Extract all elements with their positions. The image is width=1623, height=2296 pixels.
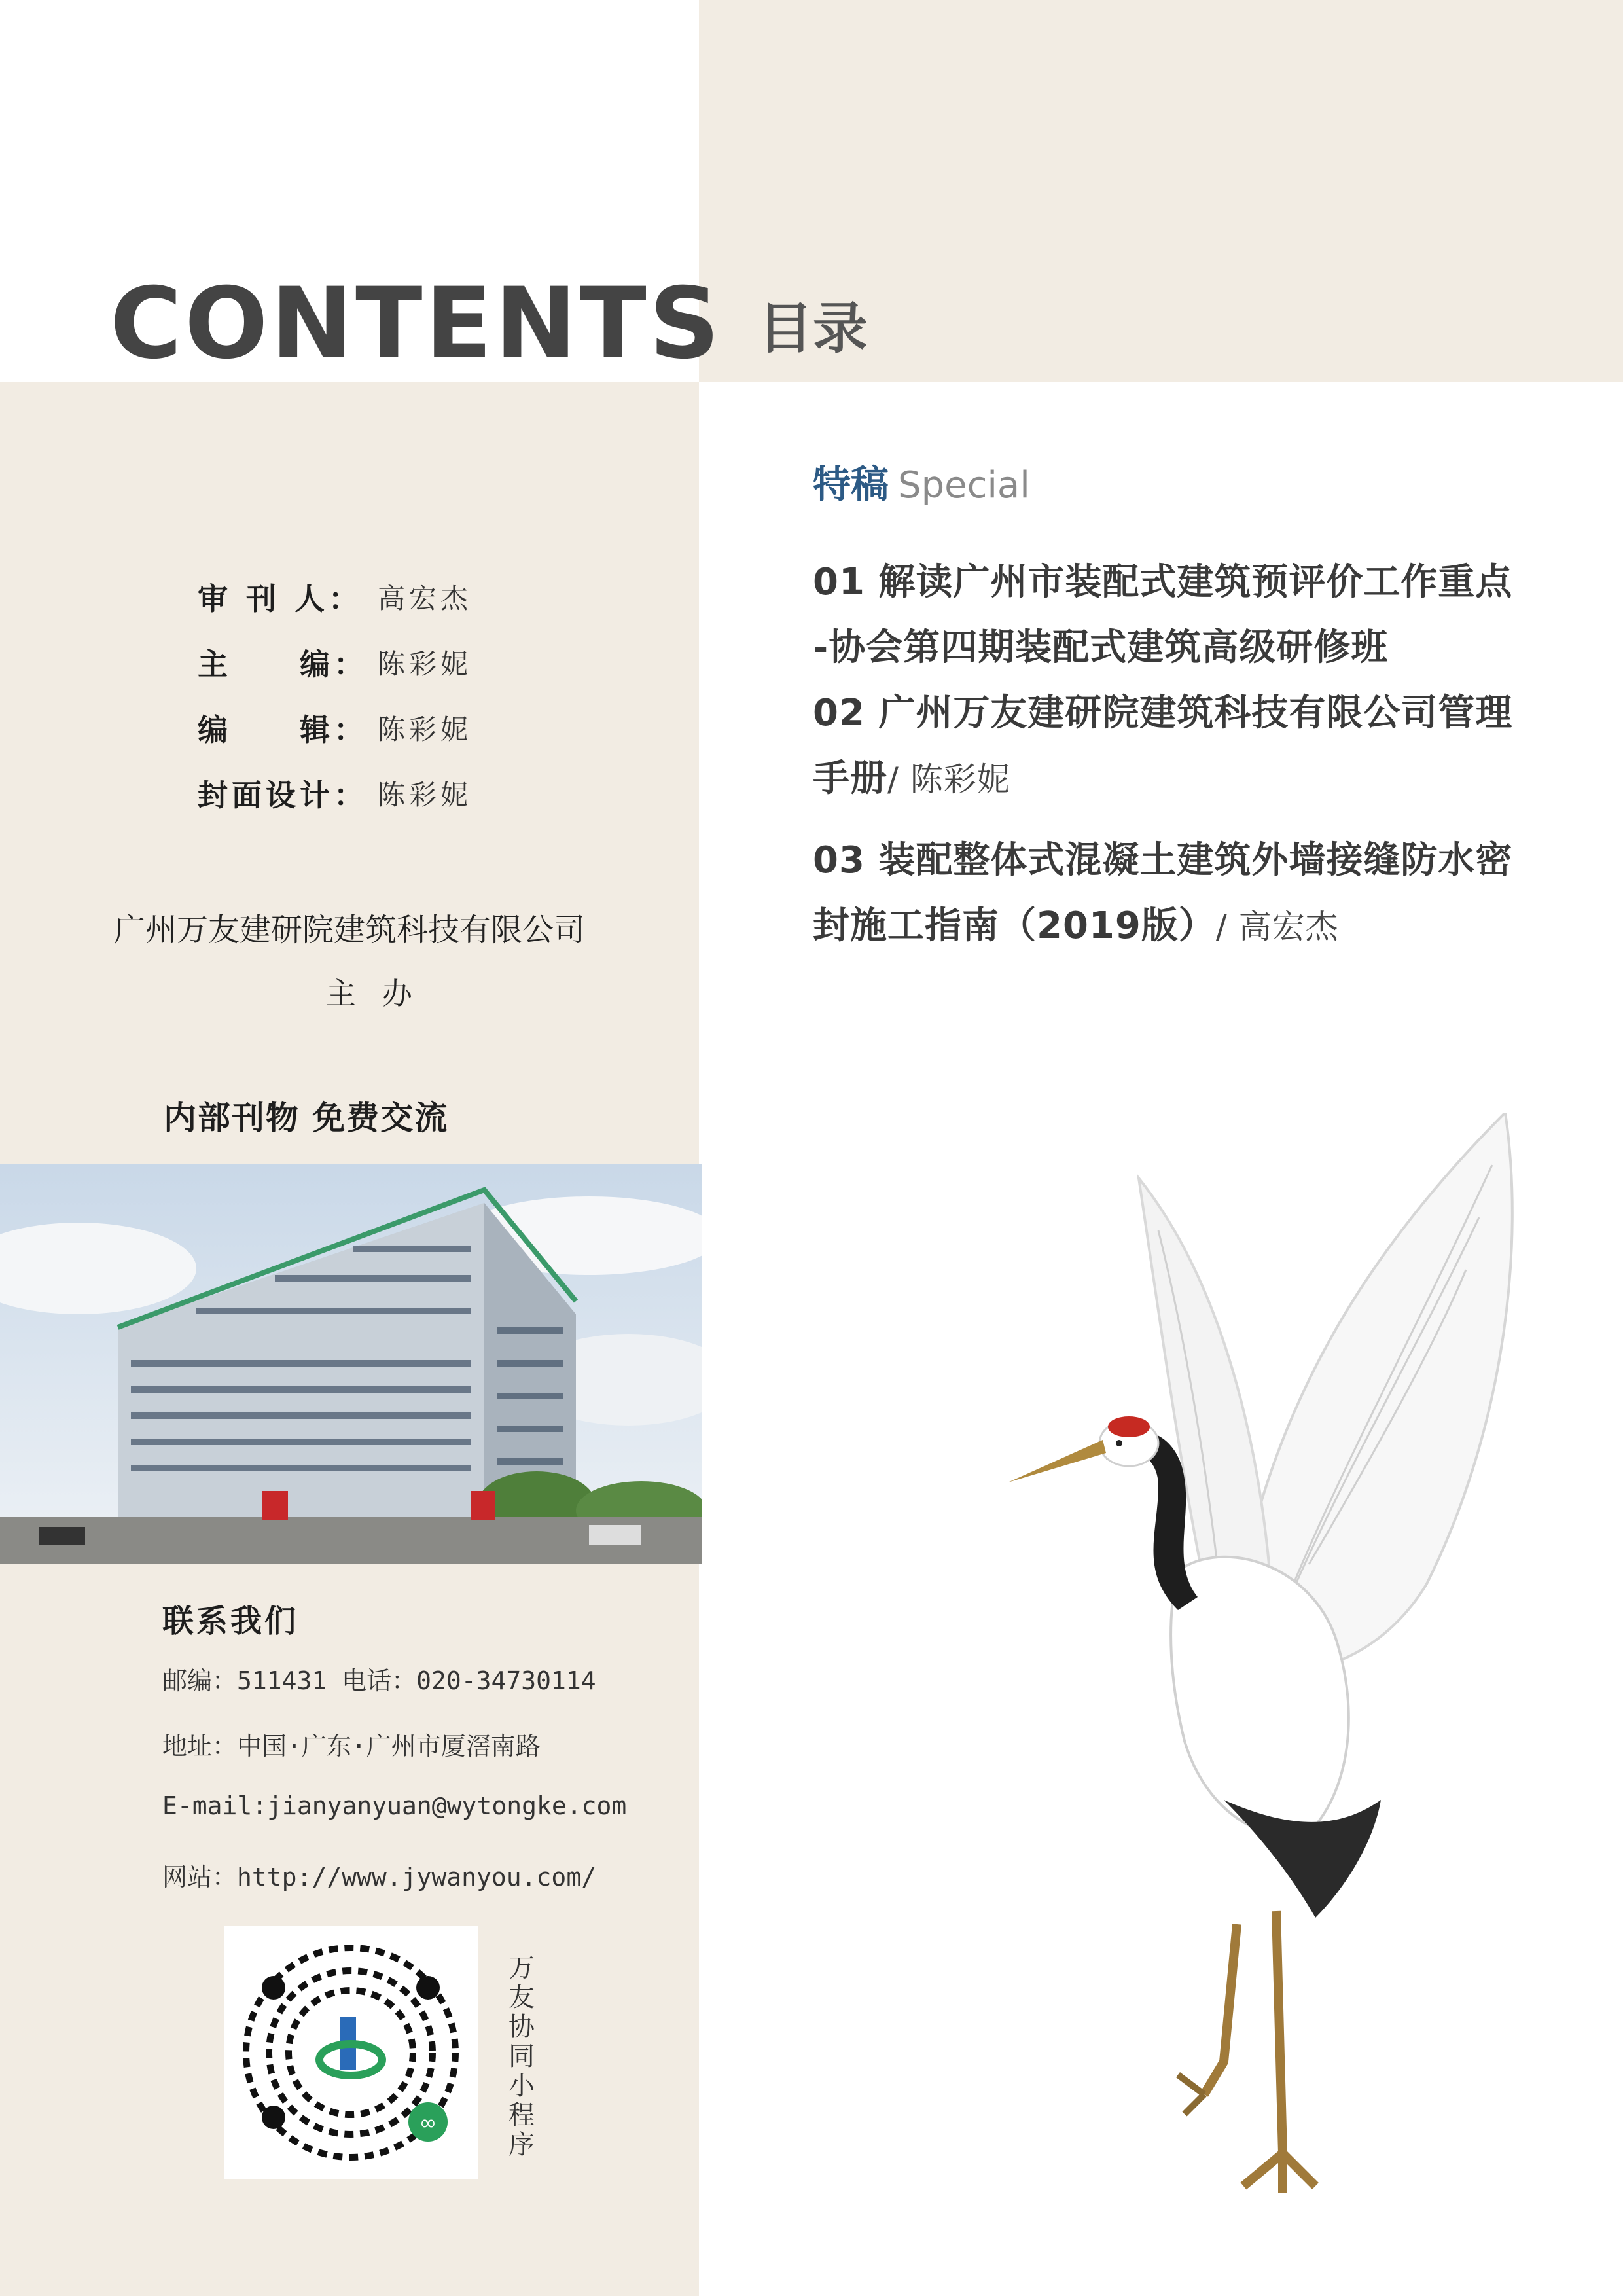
- internal-note: 内部刊物 免费交流: [164, 1099, 449, 1137]
- office-building-photo: [0, 1164, 702, 1564]
- staff-name: 陈彩妮: [378, 713, 473, 745]
- contact-website[interactable]: 网站：http://www.jywanyou.com/: [162, 1863, 597, 1892]
- article-1-line-1[interactable]: 01 解读广州市装配式建筑预评价工作重点: [813, 561, 1513, 603]
- article-3-line-1[interactable]: 03 装配整体式混凝土建筑外墙接缝防水密: [813, 839, 1513, 882]
- contents-heading: CONTENTS: [110, 267, 722, 381]
- article-1-line-2[interactable]: -协会第四期装配式建筑高级研修班: [813, 626, 1389, 669]
- contact-postcode-phone: 邮编：511431 电话：020-34730114: [162, 1666, 596, 1695]
- staff-name: 陈彩妮: [378, 648, 473, 680]
- mulu-heading: 目录: [758, 296, 868, 361]
- article-3-author: / 高宏杰: [1215, 908, 1339, 946]
- section-heading: [813, 458, 1030, 512]
- article-2-title-end: 手册: [813, 757, 887, 800]
- contact-address: 地址：中国·广东·广州市厦滘南路: [162, 1732, 541, 1761]
- contact-title: 联系我们: [162, 1603, 299, 1640]
- staff-name: 陈彩妮: [378, 779, 473, 811]
- contact-email[interactable]: E-mail:jianyanyuan@wytongke.com: [162, 1791, 627, 1820]
- qr-caption: 万友协同小程序: [508, 1953, 535, 2160]
- article-3-line-2[interactable]: [813, 900, 1339, 953]
- staff-role: 编 辑：: [198, 712, 368, 747]
- staff-role: 主 编：: [198, 647, 368, 682]
- wechat-mini-program-qr-icon[interactable]: [224, 1926, 478, 2179]
- article-2-line-1[interactable]: 02 广州万友建研院建筑科技有限公司管理: [813, 692, 1513, 734]
- article-2-author: / 陈彩妮: [887, 761, 1010, 798]
- publisher-company: 广州万友建研院建筑科技有限公司: [113, 912, 585, 948]
- staff-role: 封面设计：: [198, 778, 368, 813]
- staff-name: 高宏杰: [378, 583, 473, 615]
- staff-role: 审 刊 人：: [198, 581, 363, 617]
- red-crowned-crane-illustration: [1008, 1113, 1544, 2212]
- article-2-line-2[interactable]: [813, 753, 1010, 806]
- section-title-en: Special: [898, 464, 1030, 507]
- section-title-cn: 特稿: [813, 462, 889, 507]
- article-3-title-end: 封施工指南（2019版）: [813, 905, 1216, 947]
- svg-text:∞: ∞: [419, 2110, 437, 2135]
- sponsor-label: 主办: [326, 976, 438, 1011]
